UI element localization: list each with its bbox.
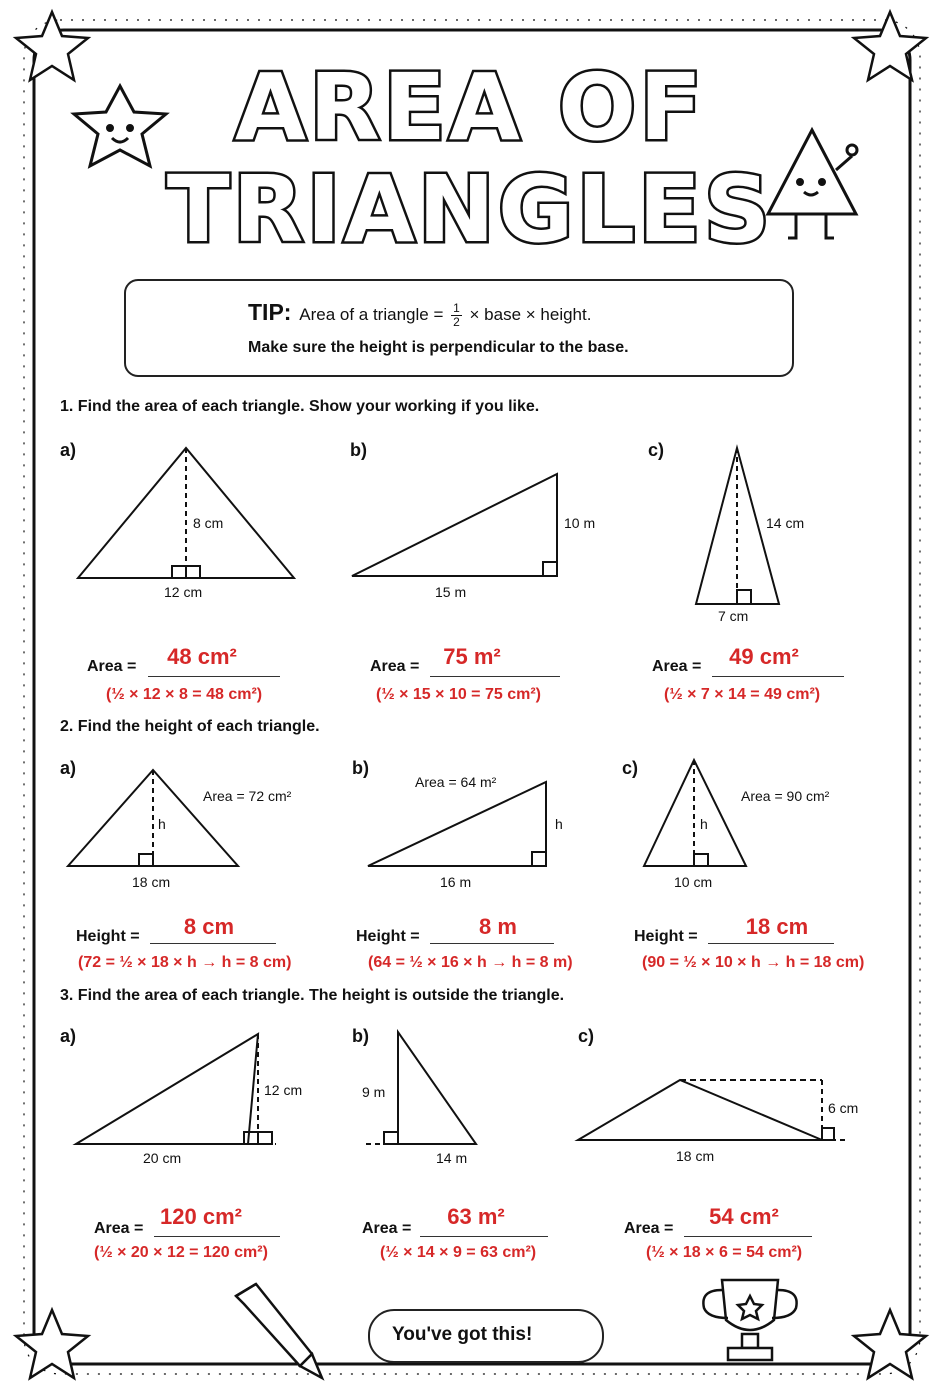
answer-label: Area = [87, 658, 137, 675]
answer-label: Area = [94, 1220, 144, 1237]
answer-working: (½ × 15 × 10 = 75 cm²) [376, 686, 541, 703]
answer-working: (½ × 20 × 12 = 120 cm²) [94, 1244, 268, 1261]
triangle-3b [398, 1032, 476, 1144]
part-label: c) [648, 440, 665, 460]
part-label: b) [352, 1026, 369, 1046]
answer-working: (½ × 14 × 9 = 63 cm²) [380, 1244, 537, 1261]
height-label: 6 cm [828, 1100, 859, 1116]
part-label: c) [622, 758, 639, 778]
height-label: h [555, 816, 563, 832]
height-label: h [700, 816, 708, 832]
answer-working: (½ × 12 × 8 = 48 cm²) [106, 686, 263, 703]
answer-value: 8 m [479, 914, 517, 939]
answer-line [684, 1236, 812, 1237]
answer-working: (½ × 18 × 6 = 54 cm²) [646, 1244, 803, 1261]
answer-label: Area = [652, 658, 702, 675]
part-label: a) [60, 758, 77, 778]
answer-label: Height = [356, 928, 420, 945]
base-label: 20 cm [143, 1150, 182, 1166]
answer-line [150, 943, 276, 944]
answer-line [712, 676, 844, 677]
height-label: 12 cm [264, 1082, 303, 1098]
encouragement-badge [368, 1309, 604, 1363]
triangle-2b [368, 782, 546, 866]
area-label: Area = 90 cm² [741, 788, 830, 804]
base-label: 16 m [440, 874, 472, 890]
part-label: b) [352, 758, 369, 778]
answer-label: Height = [634, 928, 698, 945]
tip-text-after: × base × height. [469, 305, 592, 324]
answer-working: (½ × 7 × 14 = 49 cm²) [664, 686, 821, 703]
answer-label: Area = [624, 1220, 674, 1237]
badge-text: You've got this! [392, 1324, 533, 1345]
answer-value: 75 m² [443, 644, 501, 669]
fraction-numerator: 1 [453, 301, 460, 316]
height-label: h [158, 816, 166, 832]
section1-heading: 1. Find the area of each triangle. Show your working if you like. [60, 398, 540, 415]
base-label: 15 m [435, 584, 467, 600]
answer-line [430, 676, 560, 677]
answer-value: 54 cm² [709, 1204, 779, 1229]
area-label: Area = 64 m² [415, 774, 497, 790]
answer-line [708, 943, 834, 944]
section2-heading: 2. Find the height of each triangle. [60, 718, 320, 735]
answer-value: 49 cm² [729, 644, 799, 669]
answer-value: 48 cm² [167, 644, 237, 669]
part-label: b) [350, 440, 367, 460]
part-label: a) [60, 440, 77, 460]
base-label: 7 cm [718, 608, 749, 624]
answer-working: (64 = ½ × 16 × h → h = 8 m) [368, 954, 573, 971]
triangle-1b [352, 474, 557, 576]
page-title-line2: TRIANGLES [166, 156, 774, 263]
answer-working: (90 = ½ × 10 × h → h = 18 cm) [642, 954, 865, 971]
height-label: 9 m [362, 1084, 386, 1100]
answer-value: 18 cm [745, 914, 809, 939]
answer-working: (72 = ½ × 18 × h → h = 8 cm) [78, 954, 292, 971]
triangle-3c [578, 1080, 822, 1140]
answer-line [154, 1236, 280, 1237]
answer-label: Area = [362, 1220, 412, 1237]
answer-value: 120 cm² [160, 1204, 242, 1229]
base-label: 18 cm [676, 1148, 715, 1164]
base-label: 12 cm [164, 584, 203, 600]
fraction-denominator: 2 [453, 315, 460, 330]
base-label: 10 cm [674, 874, 713, 890]
triangle-3a [76, 1034, 258, 1144]
height-label: 10 m [564, 515, 596, 531]
answer-label: Height = [76, 928, 140, 945]
tip-text-before: Area of a triangle = [299, 305, 444, 324]
page-title-line1: AREA OF [234, 54, 706, 161]
height-label: 14 cm [766, 515, 805, 531]
answer-line [430, 943, 554, 944]
base-label: 14 m [436, 1150, 468, 1166]
height-label: 8 cm [193, 515, 224, 531]
answer-line [148, 676, 280, 677]
part-label: c) [578, 1026, 595, 1046]
answer-line [420, 1236, 548, 1237]
tip-label: TIP: [248, 299, 292, 325]
answer-label: Area = [370, 658, 420, 675]
answer-value: 63 m² [447, 1204, 505, 1229]
area-label: Area = 72 cm² [203, 788, 292, 804]
answer-value: 8 cm [183, 914, 235, 939]
section3-heading: 3. Find the area of each triangle. The height is outside the triangle. [60, 987, 565, 1004]
part-label: a) [60, 1026, 77, 1046]
tip-note: Make sure the height is perpendicular to the base. [248, 339, 629, 356]
base-label: 18 cm [132, 874, 171, 890]
